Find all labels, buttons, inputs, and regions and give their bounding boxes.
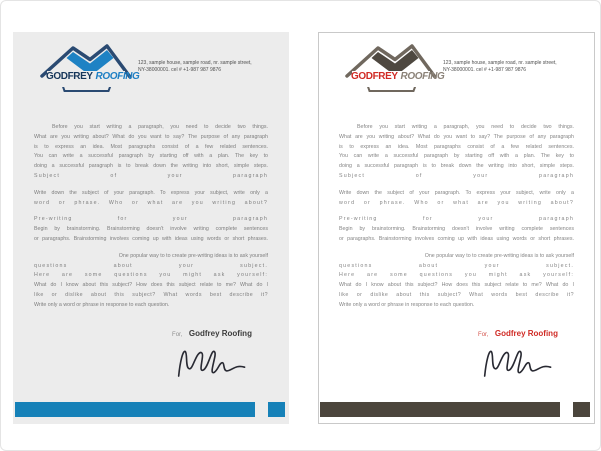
signoff-name: Godfrey Roofing bbox=[188, 328, 252, 338]
brand-wordmark bbox=[46, 70, 140, 82]
brand-first-text: GODFREY bbox=[46, 70, 93, 82]
body-line: like or dislike about this subject? What words best describe it? bbox=[34, 291, 268, 298]
body-line: What are you writing about? What do you want to say? The purpose of any paragraph bbox=[339, 133, 574, 140]
letterhead-header bbox=[40, 44, 288, 94]
brand-second-text: ROOFING bbox=[95, 70, 140, 82]
roof-icon bbox=[40, 44, 132, 94]
body-line: Pre-writing for your paragraph bbox=[34, 216, 268, 223]
body-line: Begin by brainstorming. Brainstorming doesn't involve writing complete sentences bbox=[339, 226, 574, 233]
footer-square-bar bbox=[573, 402, 590, 417]
body-line: doing a successful paragraph is to break down the writing into short, simple steps. bbox=[339, 163, 574, 170]
signoff-line bbox=[142, 323, 282, 341]
address-line-2: NY-38000001. cel # +1-987 987 9876 bbox=[138, 67, 222, 73]
for-label: For, bbox=[478, 331, 489, 338]
body-line: You can write a successful paragraph by starting off with a plan. The key to bbox=[34, 153, 268, 160]
letter-body bbox=[34, 123, 268, 311]
footer-long-bar bbox=[15, 402, 255, 417]
body-line: Write down the subject of your paragraph. To express your subject, write only a bbox=[34, 189, 268, 196]
body-line: You can write a successful paragraph by starting off with a plan. The key to bbox=[339, 153, 574, 160]
brand-wordmark bbox=[351, 70, 445, 82]
paragraph-gap bbox=[34, 245, 268, 252]
signature-icon bbox=[169, 342, 255, 382]
body-line: or paragraphs. Brainstorming involves coming up with ideas using words or short phrases. bbox=[339, 235, 574, 242]
body-line: is to express an idea. Most paragraphs consist of a few related sentences. bbox=[339, 143, 574, 150]
body-line: What do I know about this subject? How does this subject relate to me? What do I bbox=[34, 282, 268, 289]
address-block bbox=[138, 60, 252, 74]
letterhead-header bbox=[345, 44, 594, 94]
footer-square-bar bbox=[268, 402, 285, 417]
body-line: Here are some questions you might ask yourself: bbox=[34, 272, 268, 279]
paragraph-gap bbox=[34, 208, 268, 215]
body-line: Write down the subject of your paragraph. To express your subject, write only a bbox=[339, 189, 574, 196]
roof-logo bbox=[345, 44, 445, 94]
body-line: Pre-writing for your paragraph bbox=[339, 216, 574, 223]
body-line: word or phrase. Who or what are you writing about? bbox=[34, 199, 268, 206]
body-line: like or dislike about this subject? What words best describe it? bbox=[339, 291, 574, 298]
body-line: word or phrase. Who or what are you writing about? bbox=[339, 199, 574, 206]
brand-second-text: ROOFING bbox=[400, 70, 445, 82]
body-line: questions about your subject. bbox=[34, 262, 268, 269]
body-line: Before you start writing a paragraph, you need to decide two things. bbox=[357, 124, 574, 130]
paragraph-gap bbox=[34, 182, 268, 189]
paragraph-gap bbox=[339, 208, 574, 215]
address-block bbox=[443, 60, 557, 74]
paragraph-gap bbox=[339, 182, 574, 189]
body-line: doing a successful paragraph is to break down the writing into short, simple steps. bbox=[34, 163, 268, 170]
body-line: Subject of your paragraph bbox=[339, 172, 574, 179]
signoff-block bbox=[142, 323, 282, 382]
body-line: is to express an idea. Most paragraphs consist of a few related sentences. bbox=[34, 143, 268, 150]
roof-logo bbox=[40, 44, 140, 94]
paragraph-gap bbox=[339, 245, 574, 252]
brand-first-text: GODFREY bbox=[351, 70, 398, 82]
body-line: Here are some questions you might ask yourself: bbox=[339, 272, 574, 279]
footer-long-bar bbox=[320, 402, 560, 417]
body-line: or paragraphs. Brainstorming involves coming up with ideas using words or short phrases. bbox=[34, 235, 268, 242]
body-line: Write only a word or phrase in response to each question. bbox=[339, 301, 475, 308]
body-line: Subject of your paragraph bbox=[34, 172, 268, 179]
body-line: What do I know about this subject? How does this subject relate to me? What do I bbox=[339, 282, 574, 289]
body-line: Write only a word or phrase in response to each question. bbox=[34, 301, 170, 308]
address-line-1: 123, sample house, sample road, nr. sample street, bbox=[138, 60, 252, 66]
for-label: For, bbox=[172, 331, 183, 338]
signature-icon bbox=[475, 342, 561, 382]
signoff-line bbox=[448, 323, 588, 341]
body-line: questions about your subject. bbox=[339, 262, 574, 269]
letterhead-page-blue bbox=[13, 32, 289, 424]
address-line-1: 123, sample house, sample road, nr. sample street, bbox=[443, 60, 557, 66]
body-line: One popular way to to create pre-writing ideas is to ask yourself bbox=[118, 252, 268, 259]
body-line: One popular way to to create pre-writing ideas is to ask yourself bbox=[424, 252, 574, 259]
address-line-2: NY-38000001. cel # +1-987 987 9876 bbox=[443, 67, 527, 73]
body-line: Begin by brainstorming. Brainstorming doesn't involve writing complete sentences bbox=[34, 226, 268, 233]
signoff-block bbox=[448, 323, 588, 382]
body-line: Before you start writing a paragraph, you need to decide two things. bbox=[52, 124, 268, 130]
letterhead-page-red bbox=[318, 32, 595, 424]
roof-icon bbox=[345, 44, 437, 94]
body-line: What are you writing about? What do you want to say? The purpose of any paragraph bbox=[34, 133, 268, 140]
signoff-name: Godfrey Roofing bbox=[494, 328, 558, 338]
letter-body bbox=[339, 123, 574, 311]
